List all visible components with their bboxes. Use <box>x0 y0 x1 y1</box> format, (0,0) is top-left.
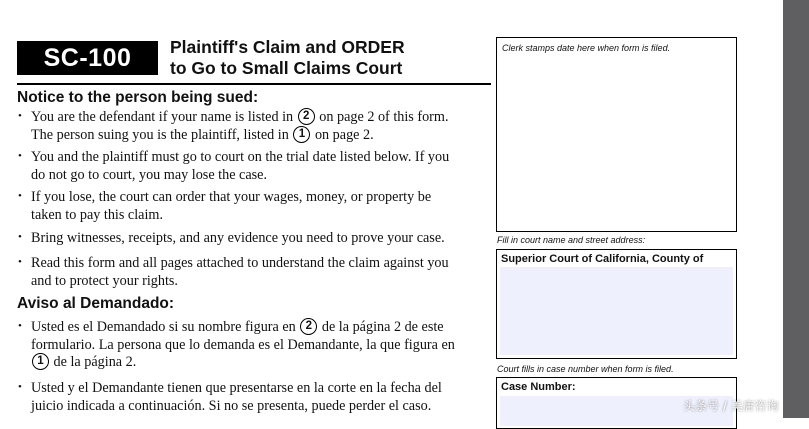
watermark: 头条号 / 美唐咨询 <box>683 399 779 413</box>
bullet: • <box>18 150 22 162</box>
form-title <box>170 37 405 79</box>
court-name-label: Superior Court of California, County of <box>501 253 704 265</box>
title-rule <box>17 83 491 85</box>
bullet: • <box>18 231 22 243</box>
form-title-line2: to Go to Small Claims Court <box>170 58 403 78</box>
form-page: SC-100 Plaintiff's Claim and ORDER to Go to Small Claims Court Notice to the person being sued: • You are the defendant if your name is listed in 2 on page 2 of this form. The person suing you is the plaintiff, listed in 1 on page 2. • You and the plaintiff must go to court on the trial date listed below. If you do not go to court, you may lose the case. • If you lose, the court can order that your wages, money, or property be taken to pay this claim. • Bring witnesses, receipts, and any evidence you need to prove your case. • Read this form and all pages attached to understand the claim against you and to protect your rights. Aviso al Demandado: • Usted es el Demandado si su nombre figura en 2 de la página 2 de este formulario. La persona que lo demanda es el Demandante, la que figura en 1 de la página 2. • Usted y el Demandante tienen que presentarse en la corte en la fecha del juicio indicada a continuación. Si no se presenta, puede perder el caso. Clerk stamps date here when form is filed. Fill in court name and street address: Superior Court of California, County of Court fills in case number when form is filed. Case Number: 头条号 / 美唐咨询 <box>0 0 783 418</box>
bullet: • <box>18 381 22 393</box>
circled-number: 1 <box>32 353 49 370</box>
notice-heading: Notice to the person being sued: <box>17 89 259 106</box>
aviso-heading: Aviso al Demandado: <box>17 295 175 312</box>
bullet: • <box>18 190 22 202</box>
case-number-label: Case Number: <box>501 381 576 393</box>
bullet: • <box>18 256 22 268</box>
court-name-hint: Fill in court name and street address: <box>497 235 646 245</box>
bullet: • <box>18 320 22 332</box>
circled-number: 2 <box>298 108 315 125</box>
scrollbar[interactable] <box>783 0 809 418</box>
court-name-field[interactable] <box>500 267 733 355</box>
court-name-box <box>496 249 737 359</box>
clerk-stamp-box <box>496 37 737 232</box>
circled-number: 2 <box>300 318 317 335</box>
form-title-line1: Plaintiff's Claim and ORDER <box>170 37 405 57</box>
form-number: SC-100 <box>17 41 158 75</box>
circled-number: 1 <box>293 126 310 143</box>
bullet: • <box>18 110 22 122</box>
case-number-hint: Court fills in case number when form is filed. <box>497 364 674 374</box>
clerk-stamp-label: Clerk stamps date here when form is filed. <box>502 43 671 53</box>
